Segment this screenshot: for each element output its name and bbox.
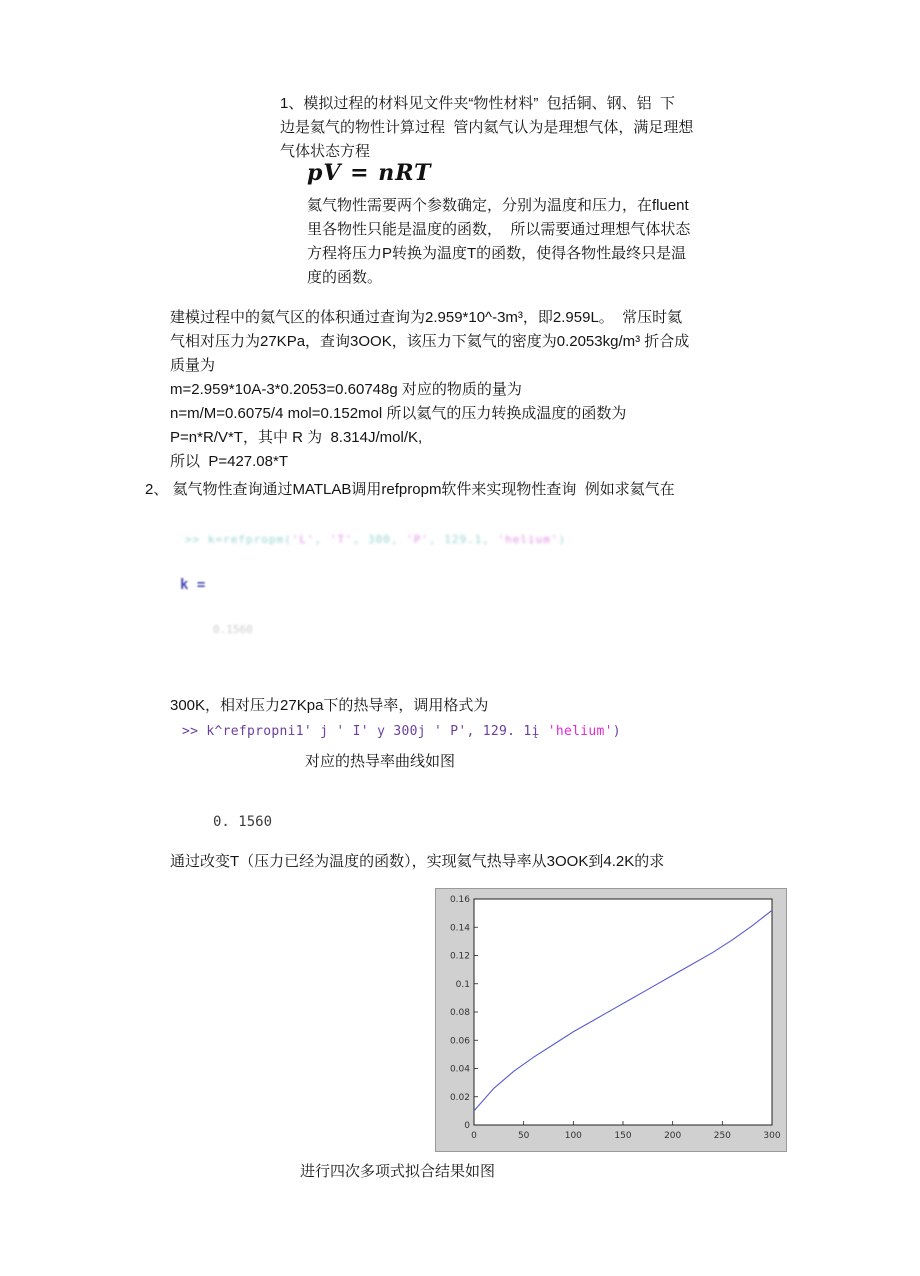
svg-text:0.06: 0.06 <box>449 1036 470 1047</box>
text-line: 气相对压力为27KPa，查询3OOK，该压力下氦气的密度为0.2053kg/m³ 折合成 <box>170 333 690 350</box>
code-segment: , <box>314 533 330 546</box>
matlab-console-screenshot <box>175 525 640 655</box>
section2-heading: 2、 氦气物性查询通过MATLAB调用refpropm软件来实现物性查询 例如求氦气在 <box>145 481 675 498</box>
svg-text:0.16: 0.16 <box>449 895 470 905</box>
svg-text:300: 300 <box>763 1131 781 1141</box>
code-segment: 1' j ' I' <box>295 724 378 739</box>
svg-text:200: 200 <box>664 1131 682 1141</box>
text-line: 里各物性只能是温度的函数， 所以需要通过理想气体状态 <box>307 221 691 238</box>
text-line: 气体状态方程 <box>280 143 371 160</box>
helium-properties-paragraph <box>307 194 690 290</box>
code-segment: , 300, <box>352 533 407 546</box>
matlab-k-label: k = <box>180 577 206 593</box>
refpropm-call-line <box>182 724 621 739</box>
code-segment: ) <box>558 533 567 546</box>
code-segment: 'T' <box>329 533 353 546</box>
svg-text:250: 250 <box>713 1131 731 1141</box>
matlab-figure <box>435 888 787 1152</box>
fit-caption: 进行四次多项式拟合结果如图 <box>300 1163 496 1180</box>
svg-text:0.08: 0.08 <box>449 1008 470 1018</box>
svg-text:0: 0 <box>464 1121 470 1131</box>
svg-text:0.02: 0.02 <box>449 1092 470 1103</box>
text-line: 边是氦气的物性计算过程 管内氦气认为是理想气体，满足理想 <box>280 119 694 136</box>
code-segment: 'helium' <box>497 533 559 546</box>
svg-text:0: 0 <box>471 1131 477 1141</box>
text-line: 度的函数。 <box>307 269 383 286</box>
ideal-gas-formula: pV = nRT <box>307 160 432 186</box>
text-line: 质量为 <box>170 357 216 374</box>
modeling-calculation-paragraph <box>170 306 689 474</box>
intro-paragraph <box>280 92 693 164</box>
matlab-command-faint <box>185 533 566 546</box>
text-line: 建模过程中的氦气区的体积通过查询为2.959*10^-3m³，即2.959L。 常压时氦 <box>170 309 683 326</box>
text-line: 1、模拟过程的材料见文件夹“物性材料” 包括铜、钢、铝 下 <box>280 95 676 112</box>
text-line: 所以 P=427.08*T <box>170 453 288 470</box>
text-line: 氦气物性需要两个参数确定，分别为温度和压力，在fluent <box>307 197 689 214</box>
code-segment: , 129.1, <box>428 533 498 546</box>
svg-text:0.1: 0.1 <box>455 979 470 990</box>
curve-caption: 对应的热导率曲线如图 <box>305 753 456 770</box>
text-line: 方程将压力P转换为温度T的函数，使得各物性最终只是温 <box>307 245 687 262</box>
code-segment: 'P' <box>406 533 429 546</box>
k-result-value: 0. 1560 <box>213 814 273 830</box>
code-segment: >> k=refpropm( <box>185 533 292 546</box>
text-line: m=2.959*10A-3*0.2053=0.60748g 对应的物质的量为 <box>170 381 522 398</box>
text-line: P=n*R/V*T，其中 R 为 8.314J/mol/K, <box>170 429 423 446</box>
svg-text:150: 150 <box>614 1131 632 1141</box>
code-segment: >> k^refpropni <box>182 724 296 739</box>
code-segment: y <box>377 724 394 739</box>
matlab-k-value-faint: 0.1560 <box>213 623 253 636</box>
svg-text:0.14: 0.14 <box>449 923 470 934</box>
svg-text:0.12: 0.12 <box>449 951 470 962</box>
conductivity-curve-chart <box>436 889 786 1151</box>
change-t-paragraph: 通过改变T（压力已经为温度的函数），实现氦气热导率从3OOK到4.2K的求 <box>170 853 665 870</box>
code-segment: ) <box>612 724 621 739</box>
code-segment: 300j <box>393 724 434 739</box>
conductivity-300k-paragraph: 300K，相对压力27Kpa下的热导率，调用格式为 <box>170 697 489 714</box>
code-segment: 'L' <box>291 533 315 546</box>
svg-text:0.04: 0.04 <box>449 1064 470 1075</box>
code-segment: ' P', 129. 1į <box>433 724 548 739</box>
text-line: n=m/M=0.6075/4 mol=0.152mol 所以氦气的压力转换成温度的函数为 <box>170 405 627 422</box>
code-segment: 'helium' <box>547 724 613 739</box>
svg-text:100: 100 <box>564 1131 582 1141</box>
svg-text:50: 50 <box>517 1131 530 1141</box>
